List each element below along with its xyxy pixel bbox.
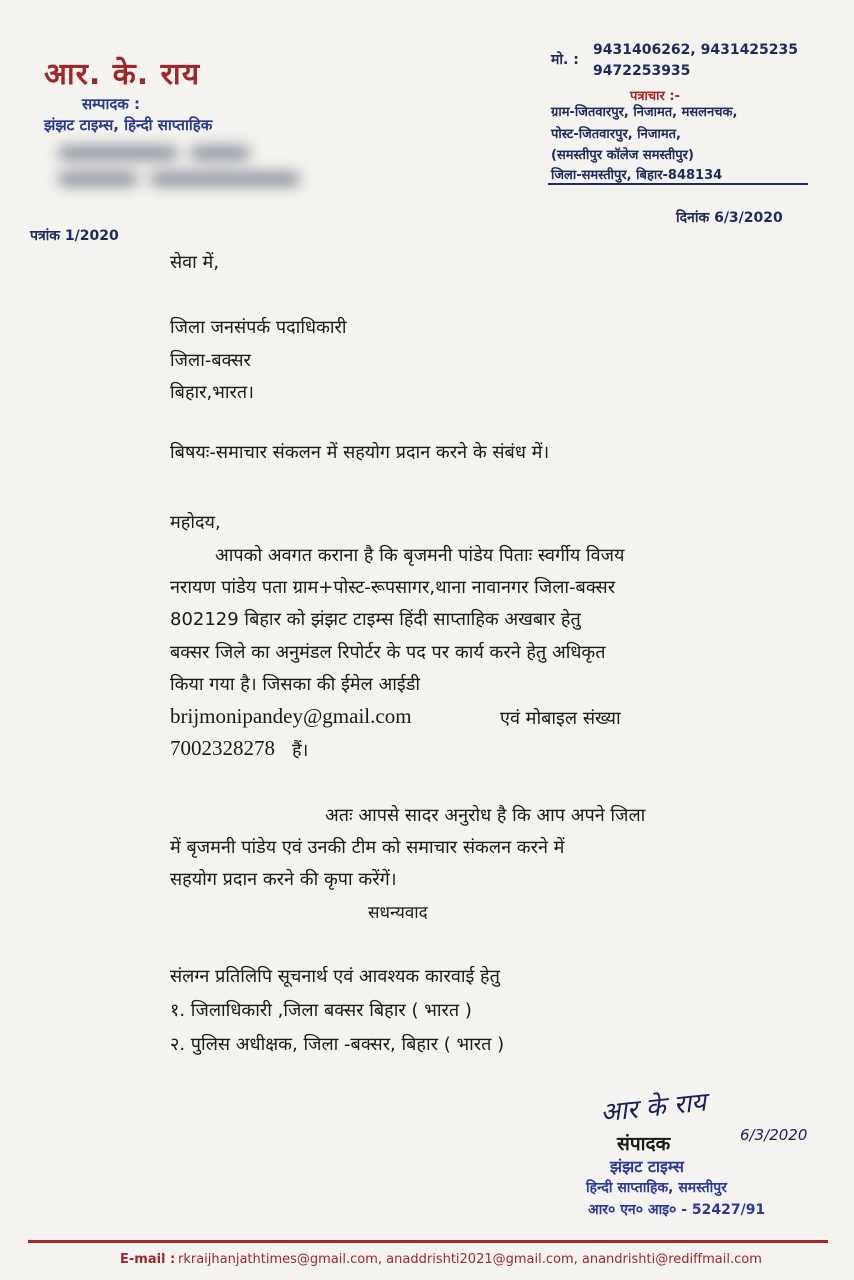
reference-number: पत्रांक 1/2020 — [30, 228, 119, 244]
signature-date: 6/3/2020 — [740, 1126, 808, 1144]
recipient-line: बिहार,भारत। — [170, 382, 255, 403]
address-line: पोस्ट-जितवारपुर, निजामत, — [551, 127, 681, 142]
handwritten-signature: आर के राय — [598, 1087, 708, 1129]
footer-divider — [28, 1240, 828, 1243]
address-line: ग्राम-जितवारपुर, निजामत, मसलनचक, — [551, 105, 738, 120]
copy-heading: संलग्न प्रतिलिपि सूचनार्थ एवं आवश्यक कारवाई हेतु — [170, 966, 500, 987]
footer-email-label: E-mail : — [120, 1252, 176, 1267]
newspaper-name: झंझट टाइम्स, हिन्दी साप्ताहिक — [44, 116, 213, 134]
paragraph-line: किया गया है। जिसका की ईमेल आईडी — [170, 674, 421, 695]
address-line: (समस्तीपुर कॉलेज समस्तीपुर) — [551, 148, 694, 163]
email-id: brijmonipandey@gmail.com — [170, 704, 412, 728]
stamp-place: हिन्दी साप्ताहिक, समस्तीपुर — [586, 1180, 727, 1196]
mobile-number: 7002328278 — [170, 736, 275, 760]
stamp-paper: झंझट टाइम्स — [610, 1157, 684, 1176]
stamp-title: संपादक — [617, 1133, 671, 1155]
correspondence-label: पत्राचार :- — [630, 89, 680, 104]
recipient-line: जिला जनसंपर्क पदाधिकारी — [170, 317, 347, 338]
editor-label: सम्पादक : — [82, 95, 141, 113]
paragraph-line: में बृजमनी पांडेय एवं उनकी टीम को समाचार संकलन करने में — [170, 837, 565, 858]
footer-emails: rkraijhanjathtimes@gmail.com, anaddrishti2021@gmail.com, anandrishti@rediffmail.com — [178, 1252, 762, 1267]
letter-date: दिनांक 6/3/2020 — [676, 210, 783, 226]
copy-item: १. जिलाधिकारी ,जिला बक्सर बिहार ( भारत ) — [170, 1000, 472, 1021]
letterhead-name: आर. के. राय — [44, 57, 201, 92]
header-divider — [548, 183, 808, 185]
paragraph-line: नरायण पांडेय पता ग्राम+पोस्ट-रूपसागर,थाना नावानगर जिला-बक्सर — [170, 577, 616, 598]
copy-item: २. पुलिस अधीक्षक, जिला -बक्सर, बिहार ( भारत ) — [170, 1034, 505, 1055]
mobile-label: मो. : — [551, 52, 579, 68]
paragraph-line: सहयोग प्रदान करने की कृपा करेंगें। — [170, 869, 397, 890]
paragraph-line: आपको अवगत कराना है कि बृजमनी पांडेय पिताः स्वर्गीय विजय — [215, 545, 625, 566]
subject-line: बिषयः-समाचार संकलन में सहयोग प्रदान करने के संबंध में। — [170, 442, 550, 463]
greeting: महोदय, — [170, 512, 221, 533]
mobile-text: एवं मोबाइल संख्या — [500, 708, 621, 729]
paragraph-line: 802129 बिहार को झंझट टाइम्स हिंदी साप्ताहिक अखबार हेतु — [170, 609, 581, 630]
salutation-to: सेवा में, — [170, 252, 220, 273]
redacted-text — [52, 142, 342, 184]
mobile-numbers: 9431406262, 9431425235 — [593, 42, 799, 58]
mobile-number-extra: 9472253935 — [593, 63, 691, 79]
recipient-line: जिला-बक्सर — [170, 350, 251, 371]
paragraph-line: बक्सर जिले का अनुमंडल रिपोर्टर के पद पर कार्य करने हेतु अधिकृत — [170, 642, 606, 663]
thanks: सधन्यवाद — [368, 903, 428, 923]
mobile-suffix: हैं। — [292, 740, 309, 761]
stamp-registration: आर० एन० आइ० - 52427/91 — [588, 1202, 766, 1218]
paragraph-line: अतः आपसे सादर अनुरोध है कि आप अपने जिला — [325, 805, 646, 826]
address-line: जिला-समस्तीपुर, बिहार-848134 — [551, 168, 723, 183]
